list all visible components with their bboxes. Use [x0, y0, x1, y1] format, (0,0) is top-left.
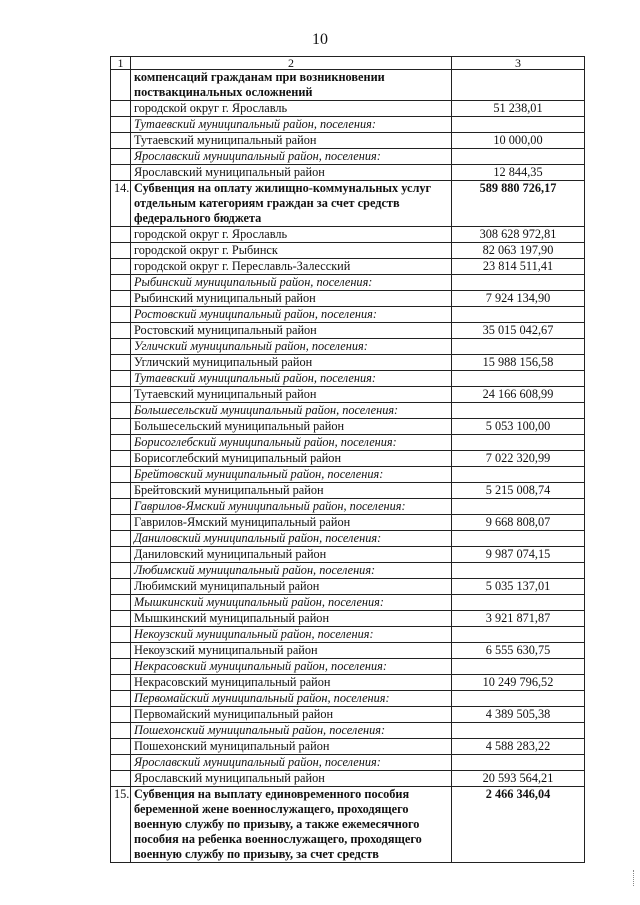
description-cell: Тутаевский муниципальный район, поселения:	[131, 117, 452, 133]
scan-edge-mark	[633, 870, 636, 886]
amount-cell: 7 022 320,99	[452, 451, 585, 467]
description-cell: Субвенция на оплату жилищно-коммунальных услуг отдельным категориям граждан за счет средств федерального бюджета	[131, 181, 452, 227]
row-number-cell	[111, 483, 131, 499]
subgroup-row	[111, 723, 585, 739]
subgroup-row	[111, 339, 585, 355]
row-number-cell	[111, 133, 131, 149]
subgroup-row	[111, 435, 585, 451]
description-cell: Большесельский муниципальный район, поселения:	[131, 403, 452, 419]
amount-cell: 10 249 796,52	[452, 675, 585, 691]
amount-cell	[452, 595, 585, 611]
row-number-cell	[111, 563, 131, 579]
table-row	[111, 165, 585, 181]
table-row	[111, 323, 585, 339]
row-number-cell	[111, 595, 131, 611]
table-row	[111, 739, 585, 755]
table-row	[111, 451, 585, 467]
subgroup-row	[111, 149, 585, 165]
subgroup-row	[111, 371, 585, 387]
amount-cell	[452, 149, 585, 165]
description-cell: Ярославский муниципальный район, поселения:	[131, 149, 452, 165]
row-number-cell	[111, 547, 131, 563]
amount-cell: 2 466 346,04	[452, 787, 585, 863]
row-number-cell	[111, 355, 131, 371]
subgroup-row	[111, 659, 585, 675]
description-cell: городской округ г. Рыбинск	[131, 243, 452, 259]
table-row	[111, 243, 585, 259]
description-cell: Мышкинский муниципальный район, поселения:	[131, 595, 452, 611]
subgroup-row	[111, 307, 585, 323]
description-cell: городской округ г. Ярославль	[131, 101, 452, 117]
row-number-cell	[111, 611, 131, 627]
header-cell-3: 3	[452, 57, 585, 70]
row-number-cell	[111, 579, 131, 595]
row-number-cell	[111, 723, 131, 739]
table-row	[111, 387, 585, 403]
page-number: 10	[312, 31, 328, 48]
amount-cell: 35 015 042,67	[452, 323, 585, 339]
description-cell: Ростовский муниципальный район, поселения:	[131, 307, 452, 323]
table-row	[111, 771, 585, 787]
table-row	[111, 259, 585, 275]
table-row	[111, 227, 585, 243]
table-row	[111, 611, 585, 627]
description-cell: Угличский муниципальный район, поселения:	[131, 339, 452, 355]
description-cell: Борисоглебский муниципальный район, поселения:	[131, 435, 452, 451]
amount-cell	[452, 371, 585, 387]
row-number-cell	[111, 243, 131, 259]
amount-cell: 9 668 808,07	[452, 515, 585, 531]
row-number-cell	[111, 117, 131, 133]
amount-cell	[452, 755, 585, 771]
row-number-cell: 15.	[111, 787, 131, 863]
table-row	[111, 643, 585, 659]
table-row	[111, 419, 585, 435]
table-row	[111, 707, 585, 723]
table-row	[111, 547, 585, 563]
description-cell: Тутаевский муниципальный район	[131, 133, 452, 149]
description-cell: городской округ г. Ярославль	[131, 227, 452, 243]
description-cell: Даниловский муниципальный район	[131, 547, 452, 563]
row-number-cell	[111, 499, 131, 515]
amount-cell	[452, 723, 585, 739]
description-cell: Некоузский муниципальный район	[131, 643, 452, 659]
amount-cell	[452, 435, 585, 451]
amount-cell: 4 588 283,22	[452, 739, 585, 755]
table-row	[111, 579, 585, 595]
description-cell: Угличский муниципальный район	[131, 355, 452, 371]
budget-table-body	[111, 57, 585, 863]
description-cell: Рыбинский муниципальный район, поселения:	[131, 275, 452, 291]
description-cell: Большесельский муниципальный район	[131, 419, 452, 435]
row-number-cell	[111, 691, 131, 707]
description-cell: Любимский муниципальный район, поселения:	[131, 563, 452, 579]
description-cell: Субвенция на выплату единовременного пособия беременной жене военнослужащего, проходящего военную службу по призыву, а также ежемесячного пособия на ребенка военнослужащего, проходящего военную службу по призыву, за счет средств	[131, 787, 452, 863]
amount-cell: 7 924 134,90	[452, 291, 585, 307]
row-number-cell	[111, 165, 131, 181]
description-cell: Некоузский муниципальный район, поселения:	[131, 627, 452, 643]
amount-cell	[452, 563, 585, 579]
subgroup-row	[111, 117, 585, 133]
amount-cell	[452, 531, 585, 547]
row-number-cell	[111, 643, 131, 659]
amount-cell	[452, 659, 585, 675]
subgroup-row	[111, 531, 585, 547]
description-cell: Ростовский муниципальный район	[131, 323, 452, 339]
row-number-cell	[111, 403, 131, 419]
row-number-cell	[111, 531, 131, 547]
amount-cell: 6 555 630,75	[452, 643, 585, 659]
description-cell: Рыбинский муниципальный район	[131, 291, 452, 307]
table-row	[111, 291, 585, 307]
subgroup-row	[111, 627, 585, 643]
amount-cell: 12 844,35	[452, 165, 585, 181]
row-number-cell	[111, 515, 131, 531]
subgroup-row	[111, 755, 585, 771]
table-header-row	[111, 57, 585, 70]
subgroup-row	[111, 563, 585, 579]
row-number-cell	[111, 467, 131, 483]
row-number-cell	[111, 259, 131, 275]
description-cell: Некрасовский муниципальный район	[131, 675, 452, 691]
description-cell: Тутаевский муниципальный район, поселения:	[131, 371, 452, 387]
amount-cell	[452, 70, 585, 101]
row-number-cell	[111, 275, 131, 291]
amount-cell	[452, 627, 585, 643]
amount-cell	[452, 117, 585, 133]
row-number-cell	[111, 387, 131, 403]
subgroup-row	[111, 275, 585, 291]
budget-table	[110, 56, 585, 863]
table-row	[111, 355, 585, 371]
amount-cell: 20 593 564,21	[452, 771, 585, 787]
row-number-cell	[111, 451, 131, 467]
amount-cell: 15 988 156,58	[452, 355, 585, 371]
amount-cell: 5 215 008,74	[452, 483, 585, 499]
amount-cell	[452, 691, 585, 707]
amount-cell	[452, 339, 585, 355]
table-row	[111, 101, 585, 117]
description-cell: Первомайский муниципальный район, поселения:	[131, 691, 452, 707]
row-number-cell	[111, 307, 131, 323]
row-number-cell	[111, 323, 131, 339]
amount-cell: 23 814 511,41	[452, 259, 585, 275]
amount-cell: 4 389 505,38	[452, 707, 585, 723]
amount-cell: 5 035 137,01	[452, 579, 585, 595]
description-cell: Пошехонский муниципальный район, поселения:	[131, 723, 452, 739]
row-number-cell	[111, 739, 131, 755]
description-cell: Пошехонский муниципальный район	[131, 739, 452, 755]
row-number-cell	[111, 707, 131, 723]
subgroup-row	[111, 467, 585, 483]
row-number-cell	[111, 70, 131, 101]
amount-cell: 82 063 197,90	[452, 243, 585, 259]
section-row	[111, 181, 585, 227]
description-cell: Даниловский муниципальный район, поселения:	[131, 531, 452, 547]
description-cell: Гаврилов-Ямский муниципальный район, поселения:	[131, 499, 452, 515]
amount-cell: 51 238,01	[452, 101, 585, 117]
table-row	[111, 515, 585, 531]
subgroup-row	[111, 595, 585, 611]
subgroup-row	[111, 691, 585, 707]
row-number-cell	[111, 371, 131, 387]
description-cell: Некрасовский муниципальный район, поселения:	[131, 659, 452, 675]
row-number-cell	[111, 771, 131, 787]
amount-cell: 589 880 726,17	[452, 181, 585, 227]
row-number-cell	[111, 339, 131, 355]
amount-cell	[452, 499, 585, 515]
description-cell: компенсаций гражданам при возникновении поствакцинальных осложнений	[131, 70, 452, 101]
description-cell: Любимский муниципальный район	[131, 579, 452, 595]
description-cell: Тутаевский муниципальный район	[131, 387, 452, 403]
row-number-cell: 14.	[111, 181, 131, 227]
amount-cell	[452, 275, 585, 291]
header-cell-2: 2	[131, 57, 452, 70]
description-cell: Брейтовский муниципальный район, поселения:	[131, 467, 452, 483]
table-row	[111, 483, 585, 499]
subgroup-row	[111, 403, 585, 419]
row-number-cell	[111, 101, 131, 117]
table-row	[111, 70, 585, 101]
row-number-cell	[111, 149, 131, 165]
row-number-cell	[111, 659, 131, 675]
row-number-cell	[111, 755, 131, 771]
description-cell: Брейтовский муниципальный район	[131, 483, 452, 499]
description-cell: городской округ г. Переславль-Залесский	[131, 259, 452, 275]
row-number-cell	[111, 291, 131, 307]
description-cell: Мышкинский муниципальный район	[131, 611, 452, 627]
table-row	[111, 675, 585, 691]
amount-cell: 24 166 608,99	[452, 387, 585, 403]
description-cell: Первомайский муниципальный район	[131, 707, 452, 723]
amount-cell: 10 000,00	[452, 133, 585, 149]
amount-cell	[452, 403, 585, 419]
amount-cell	[452, 307, 585, 323]
section-row	[111, 787, 585, 863]
description-cell: Ярославский муниципальный район, поселения:	[131, 755, 452, 771]
subgroup-row	[111, 499, 585, 515]
amount-cell: 3 921 871,87	[452, 611, 585, 627]
row-number-cell	[111, 227, 131, 243]
amount-cell: 308 628 972,81	[452, 227, 585, 243]
table-row	[111, 133, 585, 149]
row-number-cell	[111, 419, 131, 435]
row-number-cell	[111, 627, 131, 643]
header-cell-1: 1	[111, 57, 131, 70]
description-cell: Ярославский муниципальный район	[131, 165, 452, 181]
amount-cell: 9 987 074,15	[452, 547, 585, 563]
amount-cell: 5 053 100,00	[452, 419, 585, 435]
amount-cell	[452, 467, 585, 483]
row-number-cell	[111, 435, 131, 451]
description-cell: Гаврилов-Ямский муниципальный район	[131, 515, 452, 531]
description-cell: Ярославский муниципальный район	[131, 771, 452, 787]
description-cell: Борисоглебский муниципальный район	[131, 451, 452, 467]
row-number-cell	[111, 675, 131, 691]
